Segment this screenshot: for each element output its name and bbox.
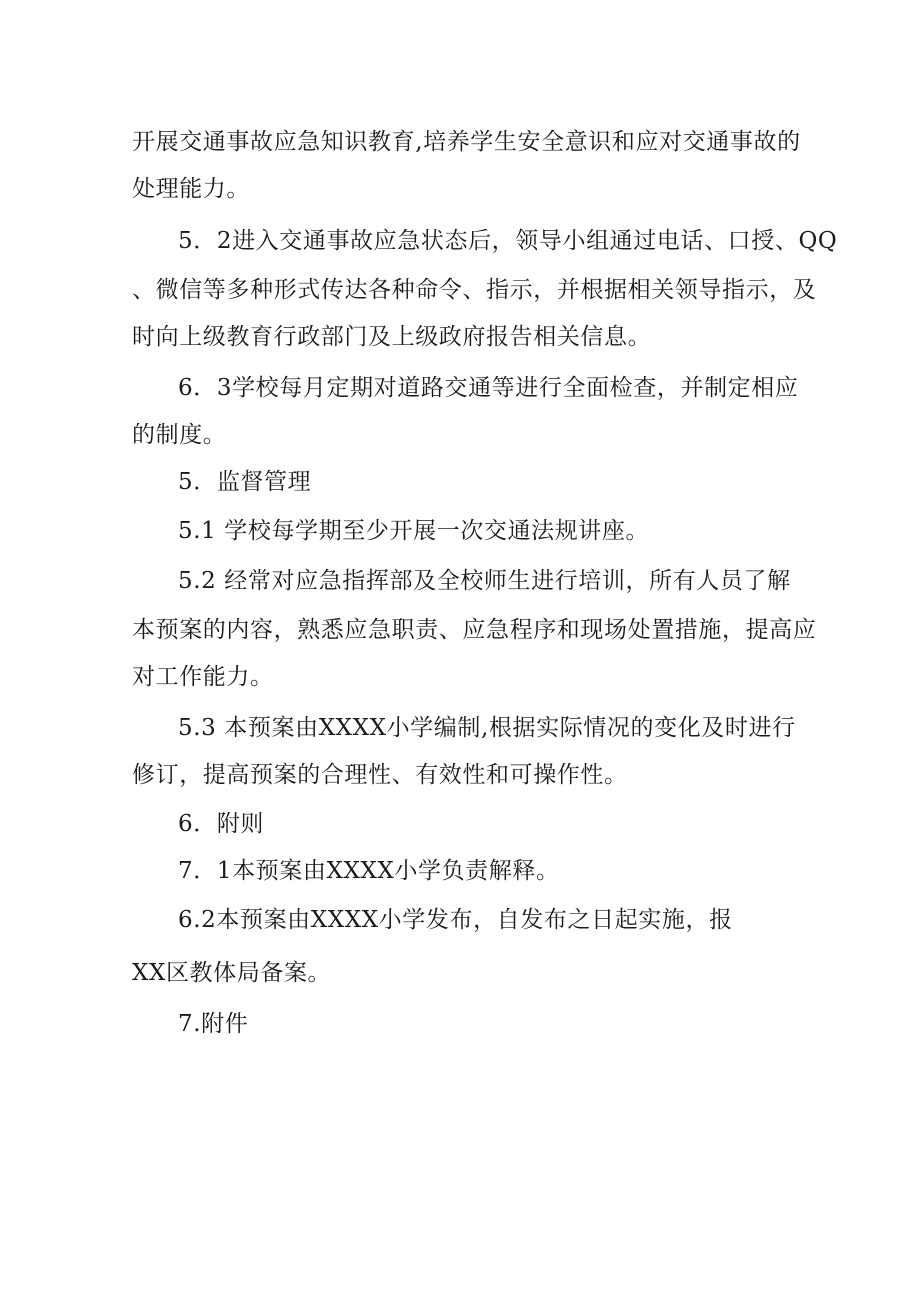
section-heading: 6．附则 — [178, 811, 265, 837]
text-line: 7．1本预案由XXXX小学负责解释。 — [178, 858, 560, 884]
text-line: 处理能力。 — [132, 176, 250, 202]
text-line: 6.2本预案由XXXX小学发布，自发布之日起实施，报 — [178, 907, 733, 933]
section-heading: 5．监督管理 — [178, 469, 312, 495]
text-line: XX区教体局备案。 — [132, 960, 332, 986]
text-line: 开展交通事故应急知识教育,培养学生安全意识和应对交通事故的 — [132, 129, 801, 155]
text-line: 对工作能力。 — [132, 664, 274, 690]
text-line: 、微信等多种形式传达各种命令、指示，并根据相关领导指示，及 — [132, 277, 817, 303]
text-line: 6．3学校每月定期对道路交通等进行全面检查，并制定相应 — [178, 375, 799, 401]
text-line: 5.1 学校每学期至少开展一次交通法规讲座。 — [178, 518, 650, 544]
text-line: 5.3 本预案由XXXX小学编制,根据实际情况的变化及时进行 — [178, 715, 796, 741]
text-line: 5．2进入交通事故应急状态后，领导小组通过电话、口授、QQ — [178, 228, 838, 254]
text-line: 5.2 经常对应急指挥部及全校师生进行培训，所有人员了解 — [178, 568, 791, 594]
text-line: 时向上级教育行政部门及上级政府报告相关信息。 — [132, 324, 652, 350]
section-heading: 7.附件 — [178, 1011, 249, 1037]
text-line: 修订，提高预案的合理性、有效性和可操作性。 — [132, 762, 628, 788]
text-line: 的制度。 — [132, 422, 227, 448]
text-line: 本预案的内容，熟悉应急职责、应急程序和现场处置措施，提高应 — [132, 617, 817, 643]
